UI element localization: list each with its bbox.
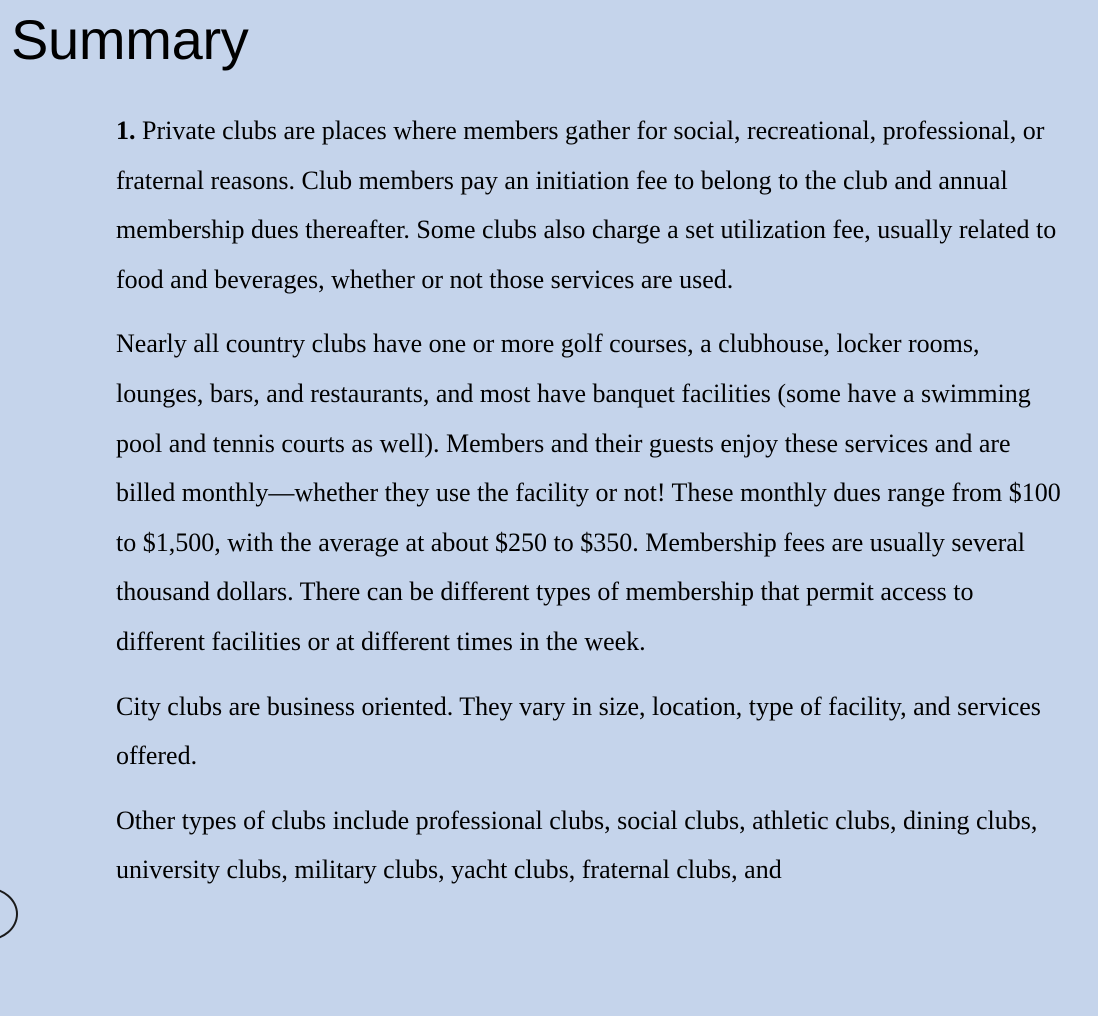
summary-paragraph-4: Other types of clubs include professional clubs, social clubs, athletic clubs, dining clubs, university clubs, military clubs, yacht clubs, fraternal clubs, and	[116, 805, 1038, 885]
page-title: Summary	[11, 8, 249, 71]
summary-paragraph-3: City clubs are business oriented. They vary in size, location, type of facility, and services offered.	[116, 691, 1041, 771]
summary-paragraph-1	[116, 106, 1061, 304]
item-number: 1.	[116, 116, 136, 145]
page-nav-button[interactable]	[0, 887, 18, 941]
paragraph-text: Private clubs are places where members gather for social, recreational, professional, or fraternal reasons. Club members pay an initiation fee to belong to the club and annual membership dues thereafter. Some clubs also charge a set utilization fee, usually related to food and beverages, whether or not those services are used.	[116, 116, 1057, 294]
summary-paragraph-2: Nearly all country clubs have one or more golf courses, a clubhouse, locker rooms, lounges, bars, and restaurants, and most have banquet facilities (some have a swimming pool and tennis courts as well). Members and their guests enjoy these services and are billed monthly—whether they use the facility or not! These monthly dues range from $100 to $1,500, with the average at about $250 to $350. Membership fees are usually several thousand dollars. There can be different types of membership that permit access to different facilities or at different times in the week.	[116, 329, 1061, 656]
summary-content	[116, 106, 1061, 910]
